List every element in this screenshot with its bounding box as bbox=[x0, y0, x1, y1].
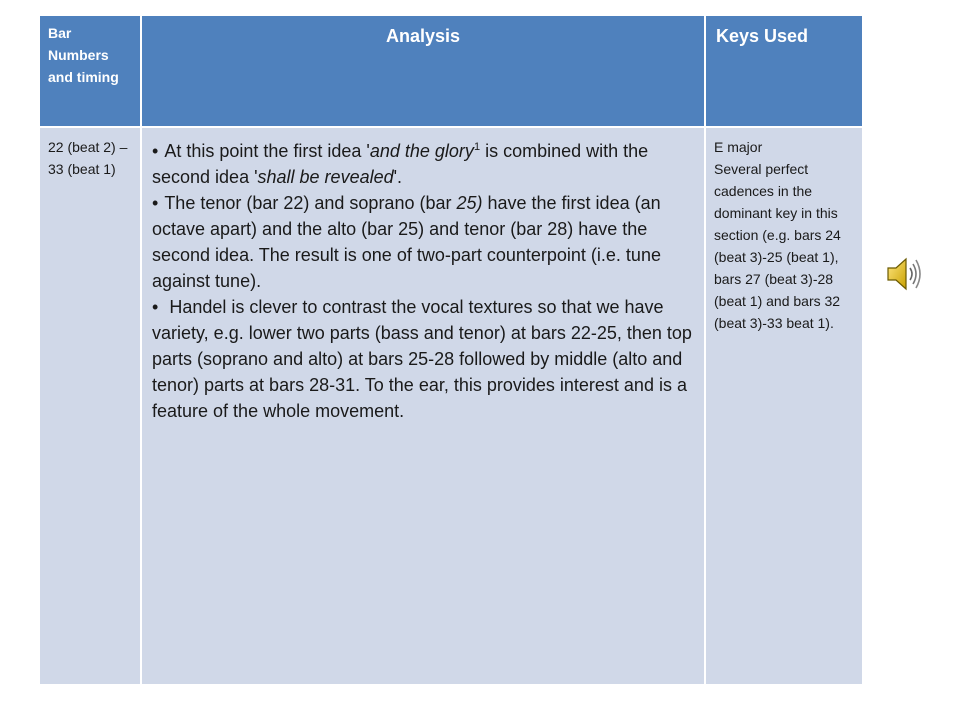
header-keys-used: Keys Used bbox=[705, 15, 863, 127]
analysis-point-1-quote-1: and the glory bbox=[369, 141, 474, 161]
analysis-point-3 bbox=[152, 294, 698, 424]
speaker-icon[interactable] bbox=[884, 254, 924, 294]
bullet-marker: • bbox=[152, 297, 159, 317]
analysis-point-1-pre: At this point the first idea ' bbox=[164, 141, 370, 161]
keys-used-cell bbox=[705, 127, 863, 685]
analysis-point-3-text: Handel is clever to contrast the vocal textures so that we have variety, e.g. lower two parts (bass and tenor) at bars 22-25, then top parts (soprano and alto) at bars 25-28 followed by middle (alto and tenor) parts at bars 28-31. To the ear, this provides interest and is a feature of the whole movement. bbox=[152, 297, 692, 421]
analysis-point-2-pre: The tenor (bar 22) and soprano (bar bbox=[164, 193, 457, 213]
content-row bbox=[39, 127, 863, 685]
header-row bbox=[39, 15, 863, 127]
bullet-marker: • bbox=[152, 193, 159, 213]
analysis-point-2-italic: 25) bbox=[456, 193, 483, 213]
analysis-point-1-post: is combined with the second idea ' bbox=[152, 141, 649, 187]
analysis-cell bbox=[141, 127, 705, 685]
analysis-table bbox=[38, 14, 864, 686]
bar-numbers-cell: 22 (beat 2) – 33 (beat 1) bbox=[39, 127, 141, 685]
analysis-point-1-end: '. bbox=[393, 167, 403, 187]
header-analysis: Analysis bbox=[141, 15, 705, 127]
analysis-point-2 bbox=[152, 190, 698, 294]
key-name: E major bbox=[714, 139, 763, 155]
header-bar-numbers: Bar Numbers and timing bbox=[39, 15, 141, 127]
analysis-point-1 bbox=[152, 134, 698, 190]
bullet-marker: • bbox=[152, 141, 159, 161]
analysis-point-2-post: have the first idea (an octave apart) and the alto (bar 25) and tenor (bar 28) have the second idea. The result is one of two-part counterpoint (i.e. tune against tune). bbox=[152, 193, 661, 291]
key-cadences-note: Several perfect cadences in the dominant key in this section (e.g. bars 24 (beat 3)-25 (beat 1), bars 27 (beat 3)-28 (beat 1) and bars 32 (beat 3)-33 beat 1). bbox=[714, 161, 841, 331]
footnote-marker: 1 bbox=[473, 141, 481, 153]
analysis-point-1-quote-2: shall be revealed bbox=[257, 167, 394, 187]
